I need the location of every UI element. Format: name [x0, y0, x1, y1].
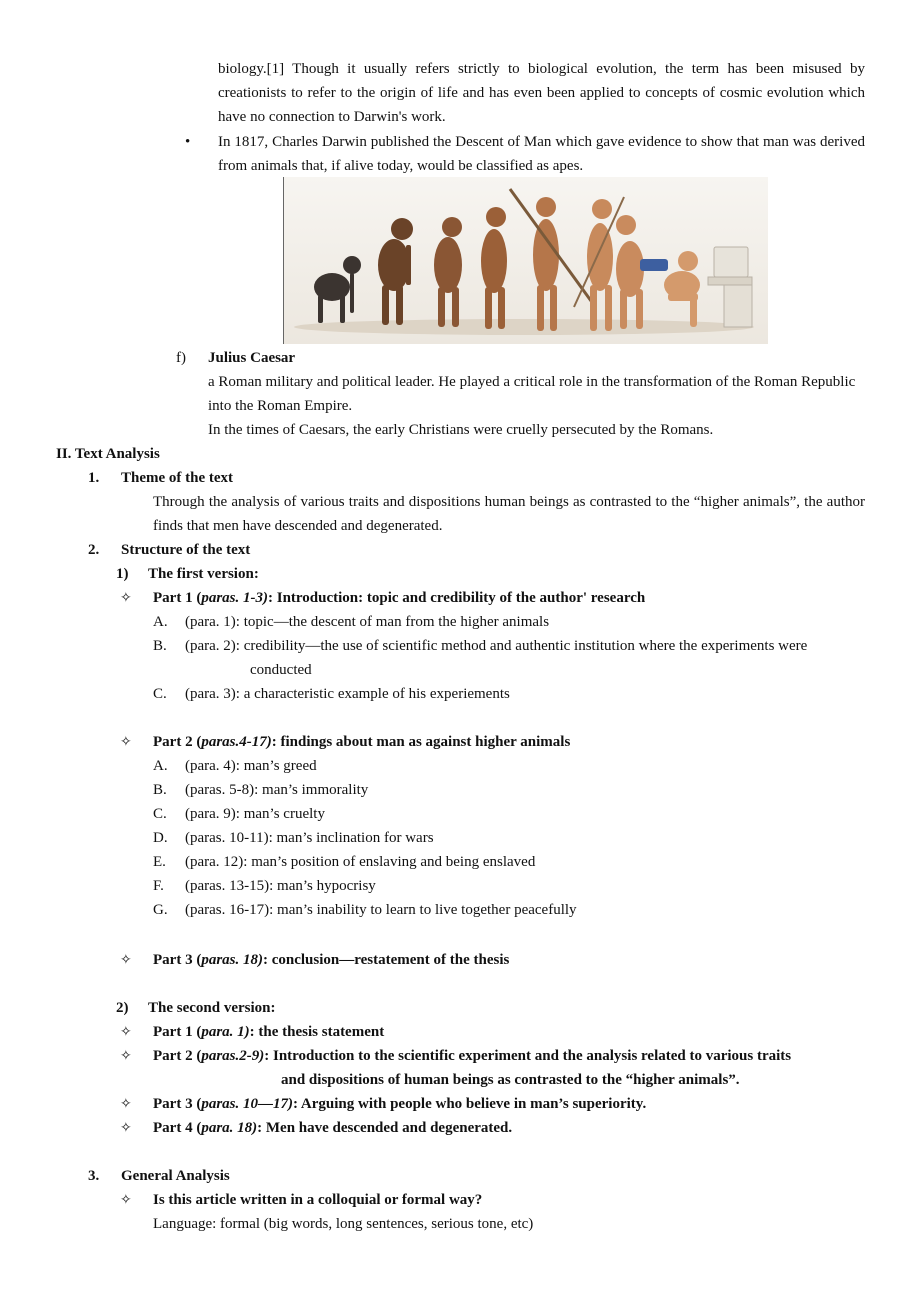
- v2-part1-heading: Part 1 (para. 1): the thesis statement: [153, 1024, 385, 1040]
- v1-part2-item-letter: D.: [153, 830, 168, 846]
- theme-text: Through the analysis of various traits and dispositions human beings as contrasted to the “higher animals”, the author finds that men have descended and degenerated.: [153, 494, 865, 534]
- theme-number: 1.: [88, 470, 100, 486]
- v1-part2-item-letter: C.: [153, 806, 167, 822]
- section-heading: II. Text Analysis: [56, 446, 160, 462]
- v1-part1-item-continuation: conducted: [250, 662, 312, 678]
- general-number: 3.: [88, 1168, 100, 1184]
- v2-part4-heading: Part 4 (para. 18): Men have descended and degenerated.: [153, 1120, 513, 1136]
- diamond-bullet-icon: ✧: [120, 1192, 132, 1208]
- v1-part2-item: (paras. 13-15): man’s hypocrisy: [185, 878, 376, 894]
- v1-part1-item-letter: B.: [153, 638, 167, 654]
- version2-number: 2): [116, 1000, 129, 1016]
- v1-part1-item: (para. 3): a characteristic example of his experiements: [185, 686, 510, 702]
- general-question: Is this article written in a colloquial or formal way?: [153, 1192, 483, 1208]
- diamond-bullet-icon: ✧: [120, 1120, 132, 1136]
- general-answer: Language: formal (big words, long sentences, serious tone, etc): [153, 1216, 534, 1232]
- v1-part2-item-letter: E.: [153, 854, 166, 870]
- diamond-bullet-icon: ✧: [120, 734, 132, 750]
- diamond-bullet-icon: ✧: [120, 1048, 132, 1064]
- diamond-bullet-icon: ✧: [120, 1096, 132, 1112]
- v1-part3-heading: Part 3 (paras. 18): conclusion—restatement of the thesis: [153, 952, 510, 968]
- caesar-marker: f): [176, 350, 186, 366]
- v1-part2-item-letter: B.: [153, 782, 167, 798]
- diamond-bullet-icon: ✧: [120, 590, 132, 606]
- v2-part2-heading: Part 2 (paras.2-9): Introduction to the scientific experiment and the analysis related to various traits: [153, 1048, 792, 1064]
- v1-part2-item-letter: F.: [153, 878, 164, 894]
- v1-part1-item: (para. 2): credibility—the use of scientific method and authentic institution where the experiments were: [185, 638, 808, 654]
- caesar-note: In the times of Caesars, the early Christians were cruelly persecuted by the Romans.: [208, 422, 714, 438]
- structure-heading: Structure of the text: [121, 542, 251, 558]
- v1-part2-item: (para. 4): man’s greed: [185, 758, 317, 774]
- theme-heading: Theme of the text: [121, 470, 234, 486]
- v1-part2-item-letter: G.: [153, 902, 168, 918]
- v1-part1-heading: Part 1 (paras. 1-3): Introduction: topic and credibility of the author' research: [153, 590, 646, 606]
- v1-part2-item: (paras. 5-8): man’s immorality: [185, 782, 369, 798]
- v1-part2-item: (paras. 16-17): man’s inability to learn to live together peacefully: [185, 902, 577, 918]
- caesar-title: Julius Caesar: [208, 350, 296, 366]
- evolution-illustration-icon: [284, 177, 768, 344]
- general-heading: General Analysis: [121, 1168, 230, 1184]
- v1-part2-item: (para. 9): man’s cruelty: [185, 806, 325, 822]
- evolution-figure: [283, 177, 768, 344]
- darwin-bullet-text: In 1817, Charles Darwin published the Descent of Man which gave evidence to show that man was derived from animals that, if alive today, would be classified as apes.: [218, 134, 865, 174]
- bullet-dot: •: [185, 134, 191, 150]
- v1-part2-item: (para. 12): man’s position of enslaving and being enslaved: [185, 854, 536, 870]
- intro-paragraph: biology.[1] Though it usually refers strictly to biological evolution, the term has been misused by creationists to refer to the origin of life and has even been applied to concepts of cosmic evolution which have no connection to Darwin's work.: [218, 61, 865, 125]
- version1-number: 1): [116, 566, 129, 582]
- v2-part3-heading: Part 3 (paras. 10—17): Arguing with people who believe in man’s superiority.: [153, 1096, 647, 1112]
- v1-part1-item-letter: A.: [153, 614, 168, 630]
- caesar-description: a Roman military and political leader. He played a critical role in the transformation of the Roman Republic into the Roman Empire.: [208, 374, 856, 414]
- diamond-bullet-icon: ✧: [120, 1024, 132, 1040]
- v1-part2-heading: Part 2 (paras.4-17): findings about man as against higher animals: [153, 734, 571, 750]
- version1-heading: The first version:: [148, 566, 259, 582]
- v2-part2-continuation: and dispositions of human beings as contrasted to the “higher animals”.: [281, 1072, 740, 1088]
- v1-part2-item: (paras. 10-11): man’s inclination for wars: [185, 830, 434, 846]
- v1-part1-item-letter: C.: [153, 686, 167, 702]
- structure-number: 2.: [88, 542, 100, 558]
- diamond-bullet-icon: ✧: [120, 952, 132, 968]
- v1-part1-item: (para. 1): topic—the descent of man from the higher animals: [185, 614, 550, 630]
- v1-part2-item-letter: A.: [153, 758, 168, 774]
- version2-heading: The second version:: [148, 1000, 276, 1016]
